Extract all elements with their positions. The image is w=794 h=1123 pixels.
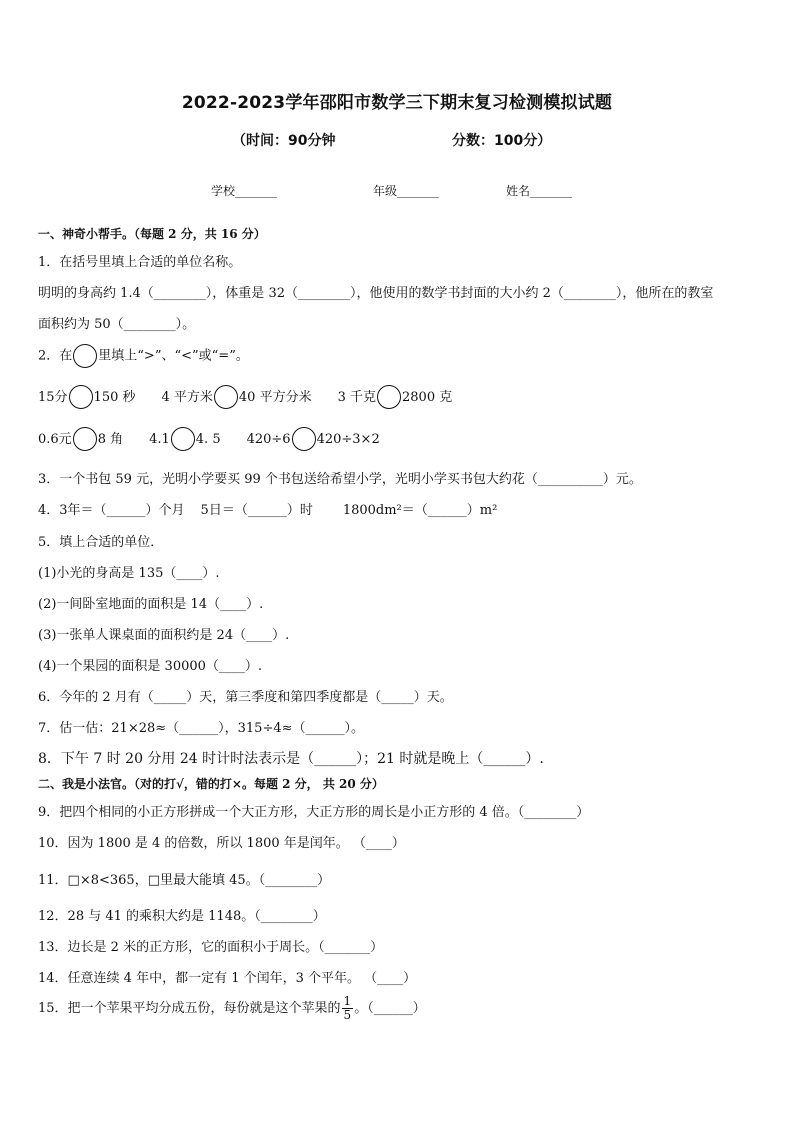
question-5-item: (2)一间卧室地面的面积是 14（____）. [38, 597, 264, 612]
question-4-a: 4．3年＝（______）个月 [38, 503, 185, 518]
compare-left: 3 千克 [337, 389, 376, 405]
question-5-item: (1)小光的身高是 135（____）. [38, 566, 220, 581]
grade-field: 年级_______ [373, 184, 440, 198]
question-2-pre: 2．在 [38, 348, 73, 364]
question-2-row2 [38, 427, 380, 451]
question-4-c: 1800dm²＝（______）m² [342, 503, 498, 518]
compare-left: 15分 [38, 389, 68, 405]
compare-circle [73, 344, 97, 368]
exam-time: （时间：90分钟 [232, 133, 336, 149]
compare-right: 150 秒 [93, 389, 136, 405]
compare-item [162, 390, 312, 405]
question-1-line2: 面积约为 50（________）。 [38, 317, 196, 332]
compare-left: 0.6元 [38, 431, 72, 447]
compare-item [338, 390, 453, 405]
question-2-row1 [38, 385, 452, 409]
fraction-one-fifth [342, 995, 354, 1022]
question-13: 13．边长是 2 米的正方形，它的面积小于周长。（_______） [38, 940, 384, 955]
question-6: 6．今年的 2 月有（_____）天，第三季度和第四季度都是（_____）天。 [38, 690, 453, 705]
compare-left: 4.1 [149, 431, 170, 447]
question-12: 12．28 与 41 的乘积大约是 1148。（________） [38, 909, 326, 924]
fraction-numerator: 1 [343, 994, 352, 1008]
compare-circle [377, 385, 401, 409]
question-5-item: (3)一张单人课桌面的面积约是 24（____）. [38, 628, 290, 643]
compare-item [247, 432, 380, 447]
compare-right: 40 平方分米 [238, 389, 312, 405]
compare-circle [292, 427, 316, 451]
question-2-label [38, 344, 249, 368]
compare-circle [214, 385, 238, 409]
exam-score: 分数：100分） [452, 133, 552, 149]
fraction-denominator: 5 [343, 1008, 352, 1022]
question-14: 14．任意连续 4 年中，都一定有 1 个闰年，3 个平年。 （____） [38, 971, 417, 986]
compare-circle [73, 427, 97, 451]
section-2-heading: 二、我是小法官。（对的打√，错的打×。每题 2 分， 共 20 分） [38, 777, 384, 791]
question-3: 3．一个书包 59 元，光明小学要买 99 个书包送给希望小学，光明小学买书包大约花（__________）元。 [38, 472, 642, 487]
section-1-heading: 一、神奇小帮手。（每题 2 分，共 16 分） [38, 227, 266, 241]
question-1-line1: 明明的身高约 1.4（________），体重是 32（________），他使用的数学书封面的大小约 2（________），他所在的教室 [38, 286, 714, 301]
compare-item [38, 390, 136, 405]
question-4 [38, 499, 497, 518]
question-9: 9．把四个相同的小正方形拼成一个大正方形，大正方形的周长是小正方形的 4 倍。（________） [38, 805, 590, 820]
name-field: 姓名_______ [506, 184, 573, 198]
compare-item [38, 432, 123, 447]
compare-item [149, 432, 221, 447]
school-field: 学校_______ [211, 184, 278, 198]
compare-right: 420÷3×2 [316, 431, 380, 447]
compare-left: 420÷6 [246, 431, 291, 447]
question-5-item: (4)一个果园的面积是 30000（____）. [38, 659, 263, 674]
question-1-label: 1．在括号里填上合适的单位名称。 [38, 255, 242, 270]
compare-right: 8 角 [97, 431, 124, 447]
question-10: 10．因为 1800 是 4 的倍数，所以 1800 年是闰年。 （____） [38, 836, 405, 851]
question-15-pre: 15．把一个苹果平均分成五份，每份就是这个苹果的 [38, 1001, 341, 1016]
question-15-post: 。（______） [354, 1001, 426, 1016]
question-8: 8．下午 7 时 20 分用 24 时计时法表示是（______）；21 时就是晚上（______）. [38, 751, 544, 767]
question-2-post: 里填上“>”、“<”或“=”。 [98, 348, 249, 364]
question-4-b: 5日＝（______）时 [200, 503, 313, 518]
question-7: 7．估一估：21×28≈（______），315÷4≈（______）。 [38, 721, 365, 736]
compare-left: 4 平方米 [161, 389, 213, 405]
compare-right: 2800 克 [402, 389, 453, 405]
page-title: 2022-2023学年邵阳市数学三下期末复习检测模拟试题 [181, 93, 613, 113]
compare-circle [171, 427, 195, 451]
question-11: 11．□×8<365，□里最大能填 45。（________） [38, 873, 331, 888]
question-15 [38, 995, 426, 1022]
compare-circle [69, 385, 93, 409]
question-5-label: 5．填上合适的单位． [38, 535, 164, 550]
compare-right: 4. 5 [195, 431, 221, 447]
